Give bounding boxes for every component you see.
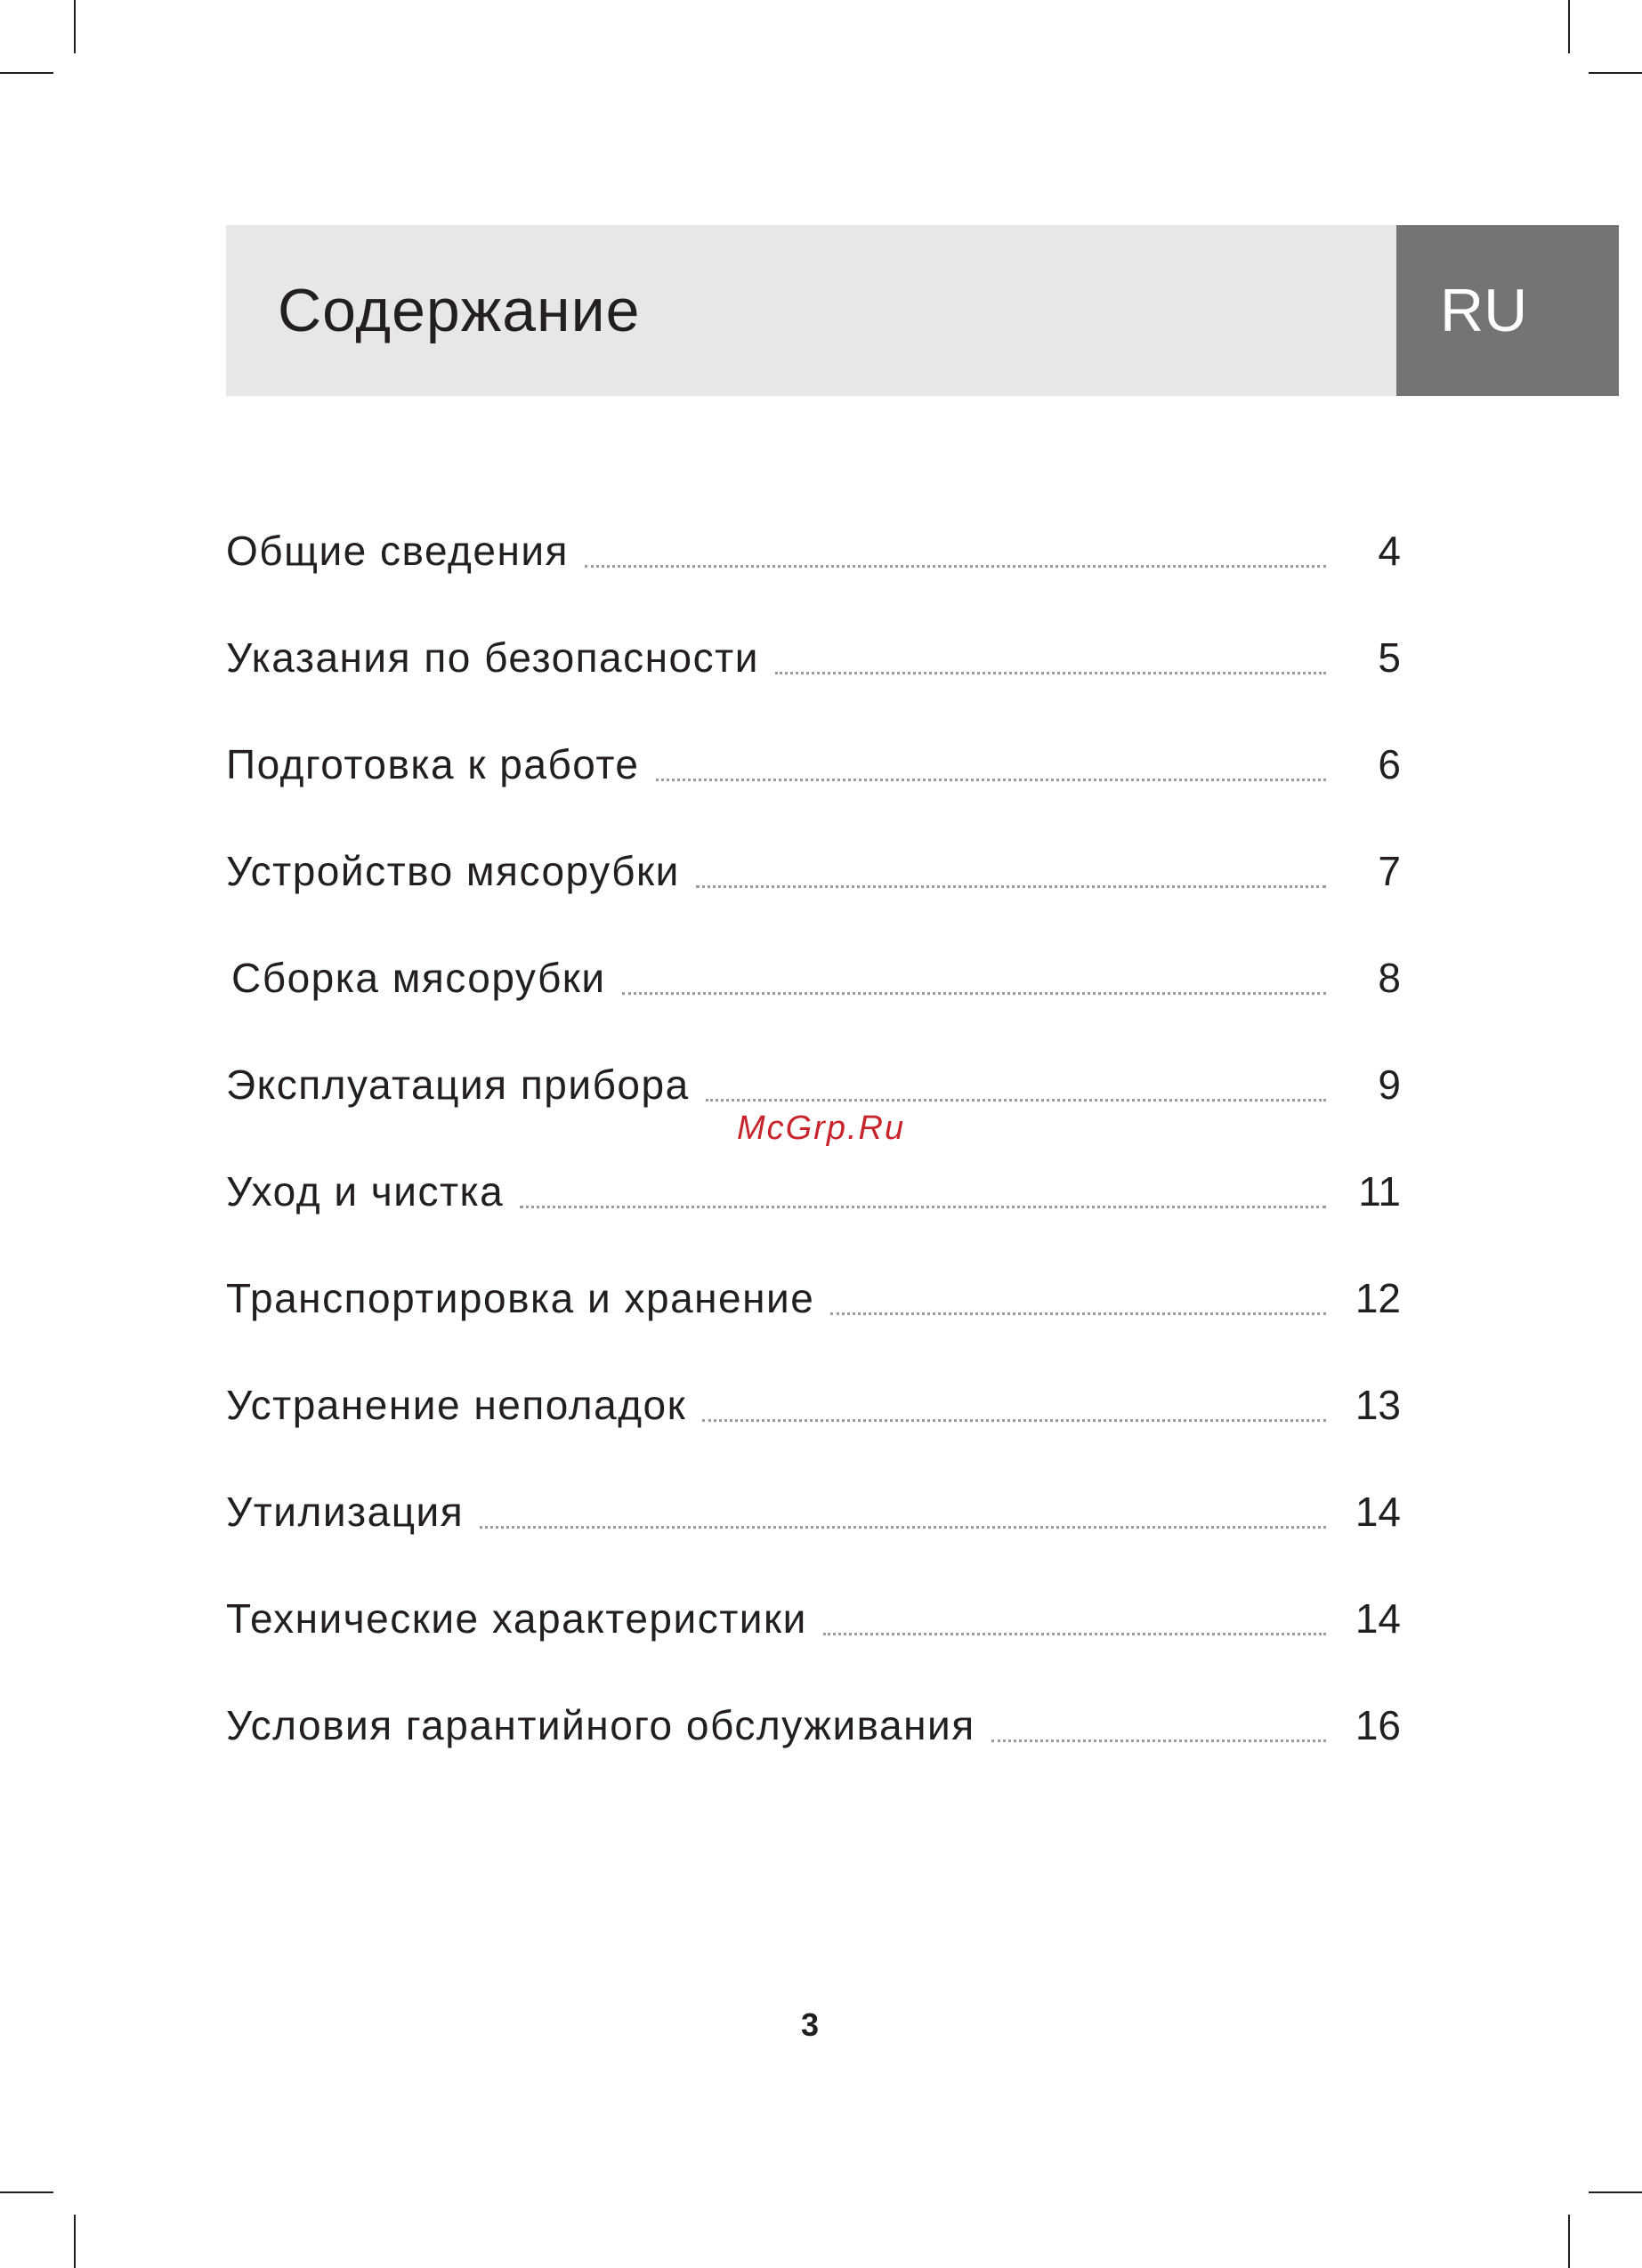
toc-entry[interactable] <box>226 612 1401 719</box>
toc-entry[interactable] <box>226 1680 1401 1787</box>
crop-mark-bottom-left-vertical <box>74 2215 76 2268</box>
toc-entry-label: Сборка мясорубки <box>231 955 606 1001</box>
toc-dot-leader <box>622 992 1326 995</box>
toc-entry-label: Транспортировка и хранение <box>226 1275 815 1321</box>
toc-dot-leader <box>702 1419 1326 1422</box>
toc-dot-leader <box>656 779 1326 781</box>
toc-entry[interactable] <box>226 932 1401 1039</box>
toc-entry-label: Подготовка к работе <box>226 741 640 787</box>
toc-entry[interactable] <box>226 1360 1401 1466</box>
page-title: Содержание <box>278 277 641 344</box>
toc-dot-leader <box>480 1526 1326 1529</box>
toc-entry-page: 14 <box>1355 1595 1401 1642</box>
toc-entry-label: Указания по безопасности <box>226 634 759 681</box>
toc-entry-page: 9 <box>1378 1061 1401 1108</box>
toc-entry[interactable] <box>226 719 1401 826</box>
toc-entry-page: 13 <box>1355 1382 1401 1428</box>
toc-dot-leader <box>706 1099 1326 1102</box>
toc-entry-page: 14 <box>1355 1489 1401 1535</box>
toc-entry-page: 4 <box>1378 528 1401 574</box>
toc-entry-page: 5 <box>1378 634 1401 681</box>
toc-entry[interactable] <box>226 505 1401 612</box>
crop-mark-top-left-horizontal <box>0 72 53 74</box>
toc-entry-page: 12 <box>1355 1275 1401 1321</box>
toc-dot-leader <box>823 1633 1326 1635</box>
toc-dot-leader <box>775 672 1326 674</box>
crop-mark-top-left-vertical <box>74 0 76 53</box>
page-number: 3 <box>800 2006 820 2043</box>
watermark-text: McGrp.Ru <box>737 1110 906 1147</box>
toc-dot-leader <box>585 565 1326 568</box>
crop-mark-bottom-left-horizontal <box>0 2191 53 2193</box>
toc-dot-leader <box>520 1206 1326 1208</box>
toc-entry-page: 11 <box>1358 1168 1401 1215</box>
toc-entry[interactable] <box>226 1253 1401 1360</box>
toc-entry-label: Общие сведения <box>226 528 569 574</box>
toc-entry-label: Эксплуатация прибора <box>226 1061 690 1108</box>
toc-entry-page: 16 <box>1355 1702 1401 1748</box>
toc-dot-leader <box>830 1312 1326 1315</box>
crop-mark-bottom-right-vertical <box>1568 2215 1570 2268</box>
toc-entry-label: Устранение неполадок <box>226 1382 687 1428</box>
toc-entry[interactable] <box>226 1573 1401 1680</box>
toc-entry-label: Утилизация <box>226 1489 465 1535</box>
toc-entry-label: Технические характеристики <box>226 1595 807 1642</box>
toc-entry[interactable] <box>226 826 1401 932</box>
toc-entry[interactable] <box>226 1466 1401 1573</box>
crop-mark-bottom-right-horizontal <box>1589 2191 1642 2193</box>
toc-entry-label: Условия гарантийного обслуживания <box>226 1702 975 1748</box>
toc-entry-page: 8 <box>1378 955 1401 1001</box>
toc-entry-label: Устройство мясорубки <box>226 848 680 894</box>
toc-entry-label: Уход и чистка <box>226 1168 505 1215</box>
toc-dot-leader <box>991 1739 1326 1742</box>
toc-dot-leader <box>696 885 1326 888</box>
toc-entry-page: 6 <box>1378 741 1401 787</box>
toc-entry-page: 7 <box>1378 848 1401 894</box>
language-badge: RU <box>1396 225 1619 396</box>
crop-mark-top-right-horizontal <box>1589 72 1642 74</box>
toc-entry[interactable] <box>226 1146 1401 1253</box>
crop-mark-top-right-vertical <box>1568 0 1570 53</box>
